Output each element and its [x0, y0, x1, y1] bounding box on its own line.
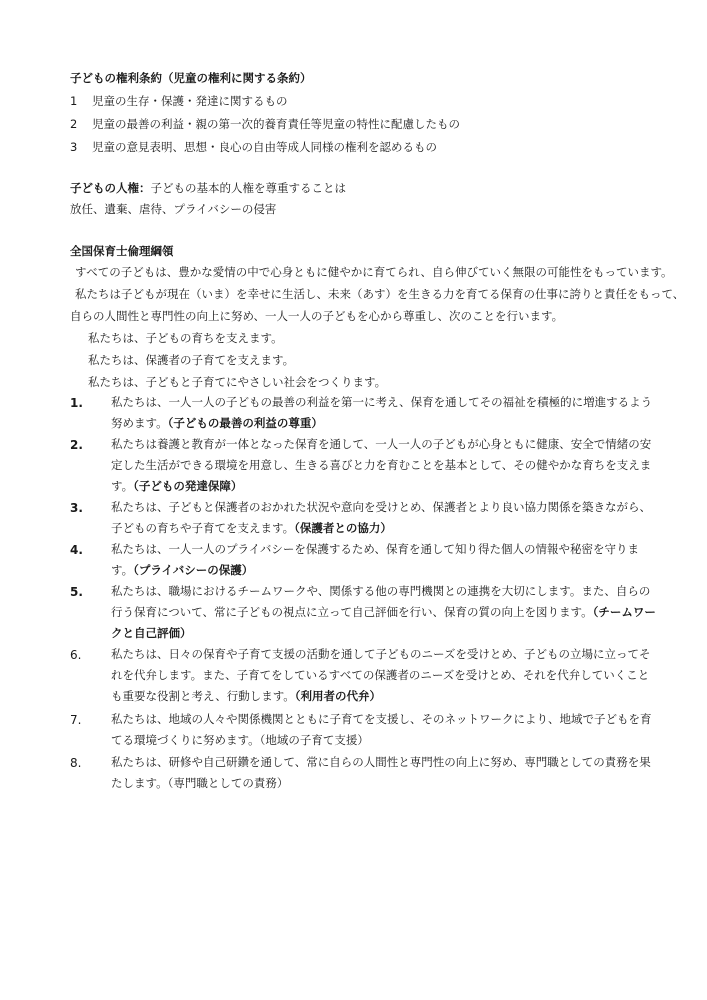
principle-num: 7.: [70, 713, 82, 727]
principle-tag: （専門職としての責務）: [167, 776, 289, 790]
ethics-pledge: 私たちは、子どもと子育てにやさしい社会をつくります。: [88, 375, 387, 389]
principle-text: 私たちは、職場におけるチームワークや、関係する他の専門機関との連携を大切にします。また、自らの行う保育について、常に子どもの視点に立って自己評価を行い、保育の質の向上を図ります。: [111, 584, 651, 619]
principle-text: 私たちは、子どもと保護者のおかれた状況や意向を受けとめ、保護者とより良い協力関係を築きながら、子どもの育ちや子育てを支えます。: [111, 500, 652, 535]
principle-num: 2.: [70, 438, 83, 452]
crc-item-text: 児童の最善の利益・親の第一次的養育責任等児童の特性に配慮したもの: [92, 117, 460, 131]
ethics-intro: すべての子どもは、豊かな愛情の中で心身ともに健やかに育てられ、自ら伸びていく無限の可能性をもっています。: [75, 265, 673, 279]
principle-text: 私たちは、一人一人のプライバシーを保護するため、保育を通して知り得た個人の情報や秘密を守ります。: [111, 542, 639, 577]
principle-text-block: [111, 581, 656, 644]
crc-item-text: 児童の生存・保護・発達に関するもの: [92, 94, 288, 108]
principle-num: 6.: [70, 648, 82, 662]
principle-text-block: [111, 752, 656, 794]
principle-tag: （保護者との協力）: [294, 521, 392, 535]
crc-heading: 子どもの権利条約（児童の権利に関する条約）: [70, 71, 312, 85]
crc-item-text: 児童の意見表明、思想・良心の自由等成人同様の権利を認めるもの: [92, 140, 437, 154]
ethics-intro: 私たちは子どもが現在（いま）を幸せに生活し、未来（あす）を生きる力を育てる保育の仕事に誇りと責任をもって、: [75, 287, 685, 301]
principle-tag: （子どもの最善の利益の尊重）: [167, 416, 323, 430]
principle-num: 5.: [70, 585, 83, 599]
principle-num: 8.: [70, 756, 82, 770]
principle-tag: （利用者の代弁）: [294, 689, 382, 703]
ethics-intro: 自らの人間性と専門性の向上に努め、一人一人の子どもを心から尊重し、次のことを行います。: [70, 309, 564, 323]
rights-text: 子どもの基本的人権を尊重することは: [150, 181, 346, 195]
rights-line2: 放任、遺棄、虐待、プライバシーの侵害: [70, 202, 277, 216]
principle-num: 1.: [70, 396, 83, 410]
principle-text-block: [111, 392, 656, 434]
principle-text: 私たちは、地域の人々や関係機関とともに子育てを支援し、そのネットワークにより、地域で子どもを育てる環境づくりに努めます。: [111, 712, 652, 747]
ethics-heading: 全国保育士倫理綱領: [70, 244, 174, 258]
crc-item-num: 3: [70, 140, 78, 154]
rights-line: [70, 180, 346, 196]
principle-text-block: [111, 644, 656, 707]
principle-tag: （チームワークと自己評価）: [111, 605, 656, 640]
crc-item-num: 1: [70, 94, 78, 108]
principle-text: 私たちは、日々の保育や子育て支援の活動を通して子どものニーズを受けとめ、子どもの立場に立ってそれを代弁します。また、子育てをしているすべての保護者のニーズを受けとめ、それを代弁していくことも重要な役割と考え、行動します。: [111, 647, 651, 703]
principle-num: 3.: [70, 501, 83, 515]
crc-item: [70, 116, 460, 132]
principle-text: 私たちは養護と教育が一体となった保育を通して、一人一人の子どもが心身ともに健康、安全で情緒の安定した生活ができる環境を用意し、生きる喜びと力を育むことを基本として、その健やかな育ちを支えます。: [111, 437, 652, 493]
principle-text: 私たちは、研修や自己研鑽を通して、常に自らの人間性と専門性の向上に努め、専門職としての責務を果たします。: [111, 755, 651, 790]
principle-tag: （地域の子育て支援）: [259, 733, 369, 747]
principle-text: 私たちは、一人一人の子どもの最善の利益を第一に考え、保育を通してその福祉を積極的に増進するよう努めます。: [111, 395, 653, 430]
principle-tag: （プライバシーの保護）: [133, 563, 254, 577]
crc-item: [70, 139, 437, 155]
principle-tag: （子どもの発達保障）: [133, 479, 243, 493]
principle-text-block: [111, 709, 656, 751]
ethics-pledge: 私たちは、保護者の子育てを支えます。: [88, 353, 295, 367]
principle-text-block: [111, 497, 656, 539]
principle-num: 4.: [70, 543, 83, 557]
principle-text-block: [111, 539, 656, 581]
rights-label: 子どもの人権：: [70, 181, 151, 195]
ethics-pledge: 私たちは、子どもの育ちを支えます。: [88, 331, 283, 345]
crc-item: [70, 93, 288, 109]
crc-item-num: 2: [70, 117, 78, 131]
principle-text-block: [111, 434, 656, 497]
